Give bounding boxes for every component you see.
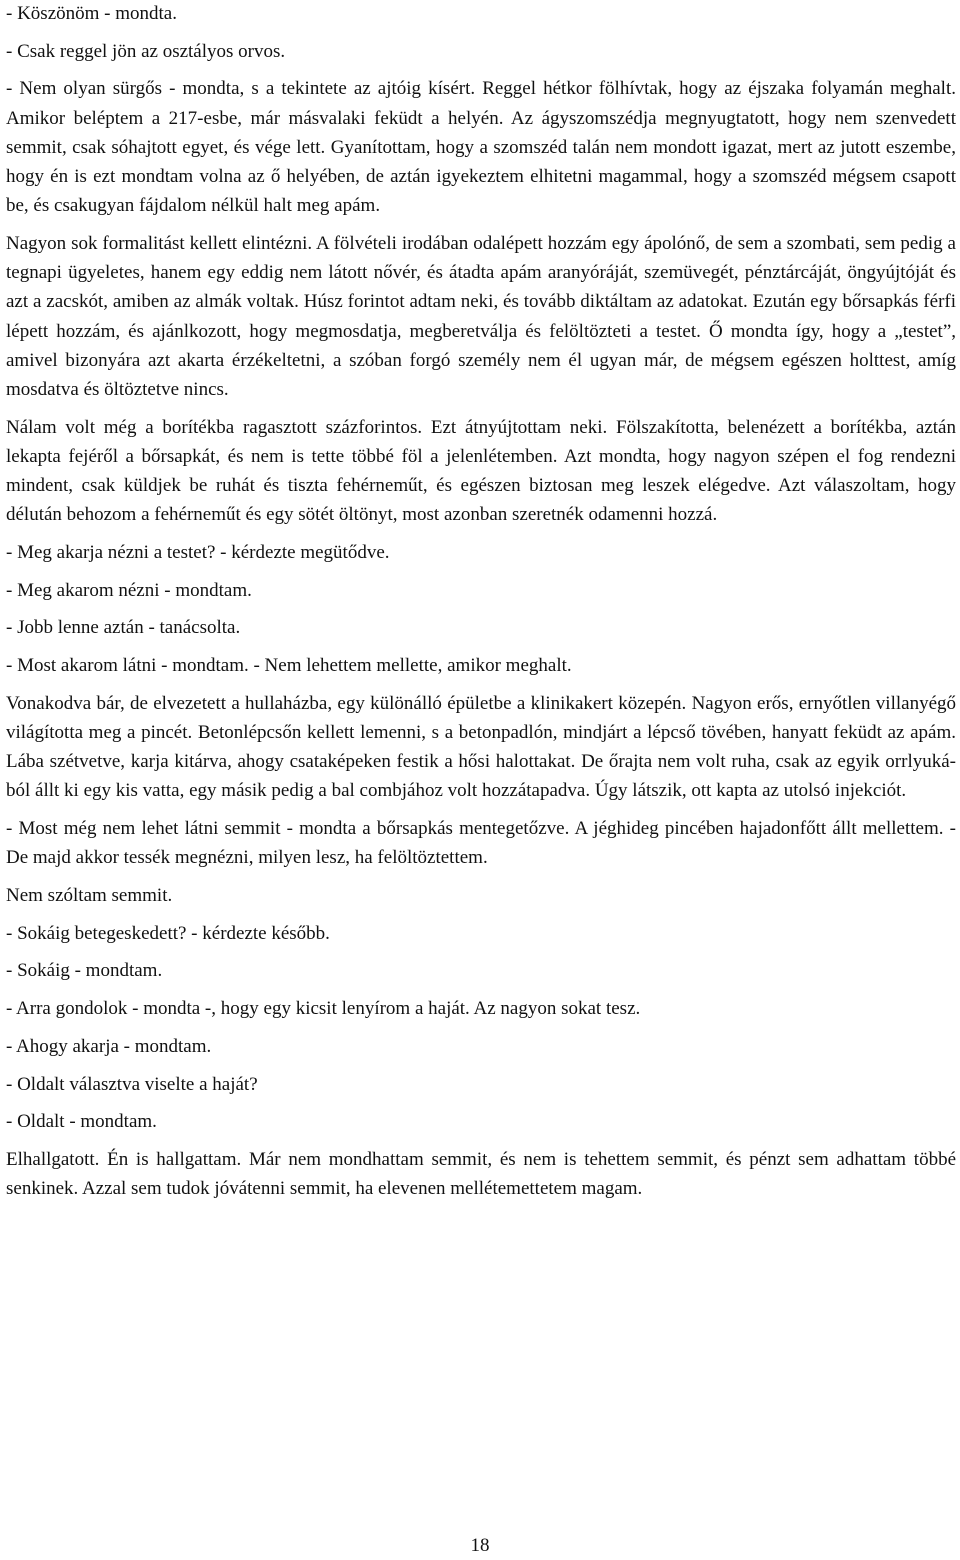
paragraph: - Köszönöm - mondta.: [6, 3, 177, 24]
paragraph: - Arra gondolok - mondta -, hogy egy kicsit lenyírom a haját. Az nagyon sokat tesz.: [6, 998, 641, 1020]
paragraph: - Ahogy akarja - mondtam.: [6, 1035, 212, 1057]
page-number: 18: [470, 1535, 490, 1556]
paragraph: - Oldalt választva viselte a haját?: [6, 1073, 258, 1095]
paragraph: - Sokáig - mondtam.: [6, 960, 163, 982]
paragraph: - Oldalt - mondtam.: [6, 1111, 157, 1133]
paragraph: - Meg akarja nézni a testet? - kérdezte megütődve.: [6, 541, 390, 563]
paragraph: - Sokáig betegeskedett? - kérdezte később.: [6, 922, 330, 944]
paragraph: - Meg akarom nézni - mondtam.: [6, 579, 252, 601]
paragraph: - Csak reggel jön az osztályos orvos.: [6, 40, 286, 62]
paragraph: - Most akarom látni - mondtam. - Nem lehettem mellette, amikor meghalt.: [6, 655, 572, 677]
paragraph: Vonakodva bár, de elvezetett a hullaházba, egy különálló épületbe a klinikakert közepén. Nagyon erős, ernyőtlen villanyégő világította meg a pincét. Betonlépcsőn kellett lemenni, s a betonpadlón, mindjárt a lépcső tövében, hanyatt feküdt az apám. Lába szétvetve, karja kitárva, ahogy csataképeken festik a hősi halottakat. De őrajta nem volt ruha, csak az egyik orrlyukából állt ki egy kis vatta, egy másik pedig a bal combjához volt hozzátapadva. Úgy látszik, ott kapta az utolsó injekciót.: [6, 692, 956, 802]
paragraph: - Most még nem lehet látni semmit - mondta a bőrsapkás mentegetőzve. A jéghideg pincében hajadonfőtt állt mellettem. - De majd akkor tessék megnézni, milyen lesz, ha felöltöztettem.: [6, 818, 956, 869]
paragraph: - Jobb lenne aztán - tanácsolta.: [6, 617, 241, 639]
paragraph: Nem szóltam semmit.: [6, 884, 173, 906]
paragraph: Nagyon sok formalitást kellett elintézni. A fölvételi irodában odalépett hozzám egy ápolónő, de sem a szombati, sem pedig a tegnapi ügyeletes, hanem egy eddig nem látott nővér, és átadta apám aranyóráját, szemüvegét, pénztárcáját, öngyújtóját és azt a zacskót, amiben az almák voltak. Húsz forintot adtam neki, és tovább diktáltam az adatokat. Ezután egy bőrsapkás férfi lépett hozzám, és ajánlkozott, hogy megmosdatja, megberetválja és felöltözteti a testet. Ő mondta így, hogy a „testet”, amivel bizonyára azt akarta érzékeltetni, a szóban forgó személy nem él ugyan már, de mégsem egészen holttest, amíg mosdatva és öltöztetve nincs.: [6, 232, 956, 400]
paragraph: Elhallgatott. Én is hallgattam. Már nem mondhattam semmit, és nem is tehettem semmit, és pénzt sem adhattam többé senkinek. Azzal sem tudok jóvátenni semmit, ha elevenen mellétemettetem magam.: [6, 1148, 956, 1200]
page-body: [6, 0, 956, 1212]
paragraph: Nálam volt még a borítékba ragasztott százforintos. Ezt átnyújtottam neki. Fölszakította, belenézett a borítékba, aztán lekapta fejéről a bőrsapkát, és nem is tette többé föl a jelenlétemben. Azt mondta, hogy nagyon szépen el fog rendezni mindent, csak küldjek be ruhát és tiszta fehérneműt, és egészen biztosan meg leszek elégedve. Azt válaszoltam, hogy délután behozom a fehérneműt és egy sötét öltönyt, most azonban szeretnék odamenni hozzá.: [6, 416, 956, 526]
paragraph: - Nem olyan sürgős - mondta, s a tekintete az ajtóig kísért. Reggel hétkor fölhívtak, hogy az éjszaka folyamán meghalt. Amikor beléptem a 217-esbe, már másvalaki feküdt a helyén. Az ágyszomszédja megnyugtatott, hogy nem szenvedett semmit, csak sóhajtott egyet, és vége lett. Gyanítottam, hogy a szomszéd talán nem mondott igazat, mert az jutott eszembe, hogy én is ezt mondtam volna az ő helyében, de aztán igyekeztem elhitetni magammal, hogy a szomszéd mégsem csapott be, és csakugyan fájdalom nélkül halt meg apám.: [6, 78, 956, 217]
